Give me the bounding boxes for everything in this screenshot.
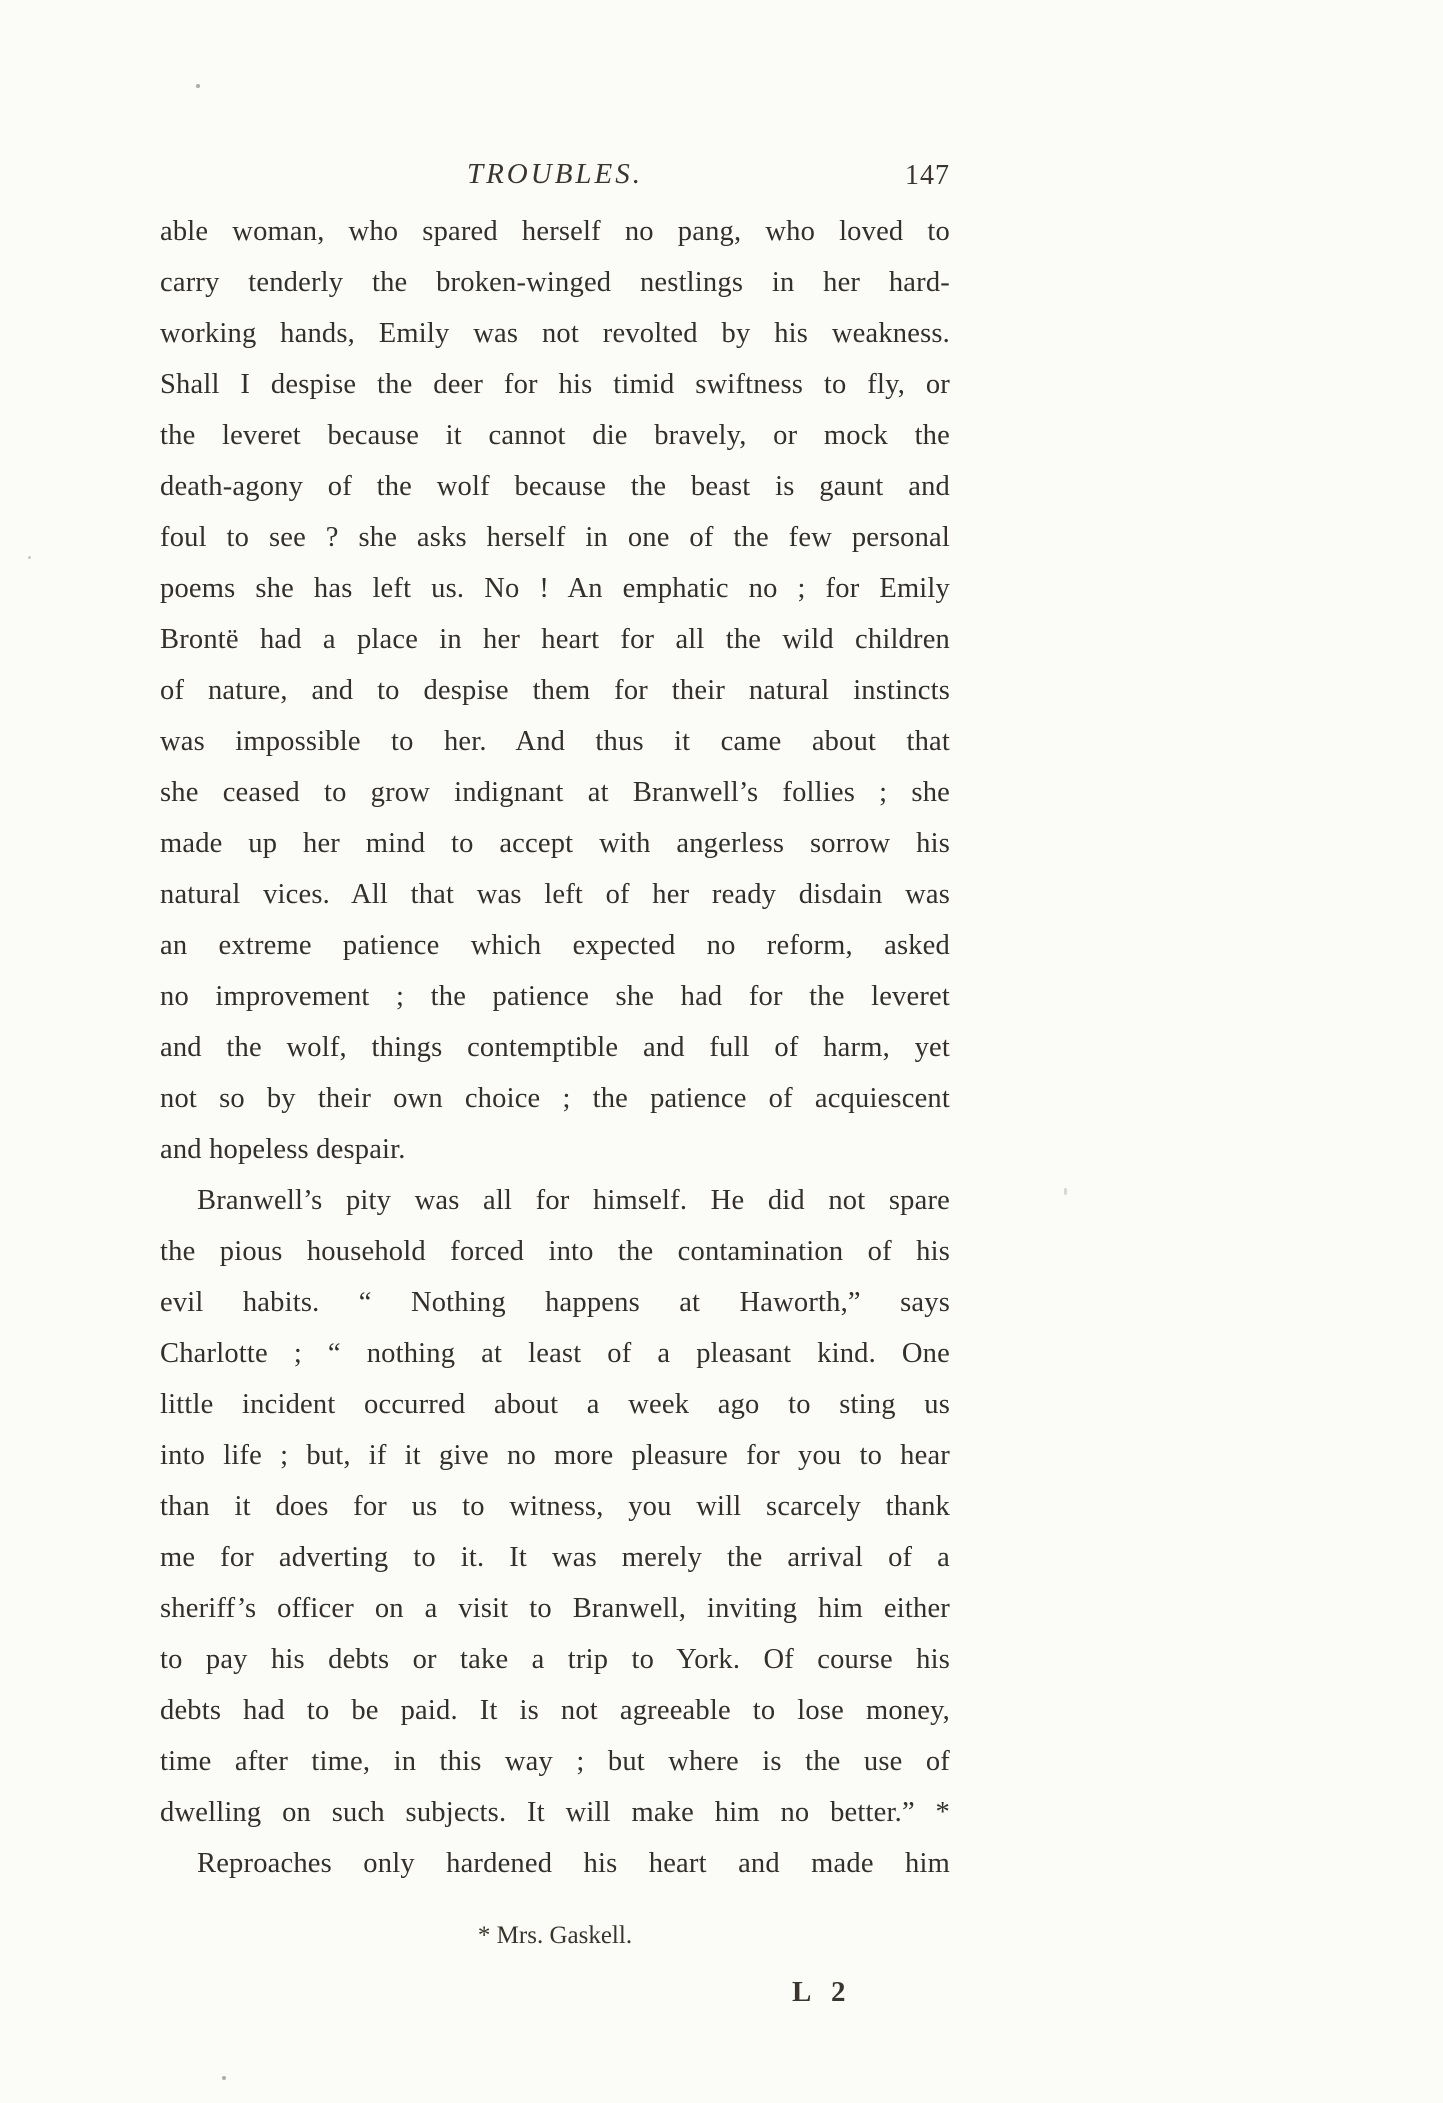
text-line: death-agony of the wolf because the beast is gaunt and — [160, 471, 950, 502]
text-line: and the wolf, things contemptible and full of harm, yet — [160, 1032, 950, 1063]
text-line: poems she has left us. No ! An emphatic no ; for Emily — [160, 573, 950, 604]
text-line: time after time, in this way ; but where is the use of — [160, 1746, 950, 1777]
text-line: the leveret because it cannot die bravely, or mock the — [160, 420, 950, 451]
text-line: Charlotte ; “ nothing at least of a pleasant kind. One — [160, 1338, 950, 1369]
scan-artifact — [222, 2076, 226, 2080]
text-line: than it does for us to witness, you will scarcely thank — [160, 1491, 950, 1522]
text-line: sheriff’s officer on a visit to Branwell, inviting him either — [160, 1593, 950, 1624]
page-number: 147 — [905, 160, 950, 191]
text-line: no improvement ; the patience she had for the leveret — [160, 981, 950, 1012]
page-header — [160, 158, 950, 202]
text-line: not so by their own choice ; the patience of acquiescent — [160, 1083, 950, 1114]
text-line: into life ; but, if it give no more pleasure for you to hear — [160, 1440, 950, 1471]
text-line: Branwell’s pity was all for himself. He did not spare — [197, 1185, 950, 1216]
text-line: me for adverting to it. It was merely the arrival of a — [160, 1542, 950, 1573]
text-line: debts had to be paid. It is not agreeable to lose money, — [160, 1695, 950, 1726]
text-line: Shall I despise the deer for his timid swiftness to fly, or — [160, 369, 950, 400]
scan-artifact — [1064, 1188, 1067, 1195]
text-line: an extreme patience which expected no reform, asked — [160, 930, 950, 961]
text-line: natural vices. All that was left of her ready disdain was — [160, 879, 950, 910]
text-line: Reproaches only hardened his heart and made him — [197, 1848, 950, 1879]
text-line: able woman, who spared herself no pang, who loved to — [160, 216, 950, 247]
text-line: of nature, and to despise them for their natural instincts — [160, 675, 950, 706]
text-line: the pious household forced into the contamination of his — [160, 1236, 950, 1267]
text-line: to pay his debts or take a trip to York. Of course his — [160, 1644, 950, 1675]
text-line: evil habits. “ Nothing happens at Haworth,” says — [160, 1287, 950, 1318]
running-header-title: TROUBLES. — [466, 158, 644, 190]
text-line: dwelling on such subjects. It will make him no better.” * — [160, 1797, 950, 1828]
text-line: working hands, Emily was not revolted by his weakness. — [160, 318, 950, 349]
text-line: was impossible to her. And thus it came about that — [160, 726, 950, 757]
scan-artifact — [28, 556, 31, 559]
signature-mark: L 2 — [792, 1976, 853, 2008]
text-line: Brontë had a place in her heart for all the wild children — [160, 624, 950, 655]
footnote: * Mrs. Gaskell. — [477, 1922, 633, 1949]
scan-artifact — [196, 84, 200, 88]
text-line: she ceased to grow indignant at Branwell’s follies ; she — [160, 777, 950, 808]
text-line: foul to see ? she asks herself in one of the few personal — [160, 522, 950, 553]
text-line: carry tenderly the broken-winged nestlings in her hard- — [160, 267, 950, 298]
text-line: and hopeless despair. — [160, 1134, 406, 1165]
text-line: little incident occurred about a week ago to sting us — [160, 1389, 950, 1420]
body-text — [160, 206, 950, 1889]
text-line: made up her mind to accept with angerless sorrow his — [160, 828, 950, 859]
